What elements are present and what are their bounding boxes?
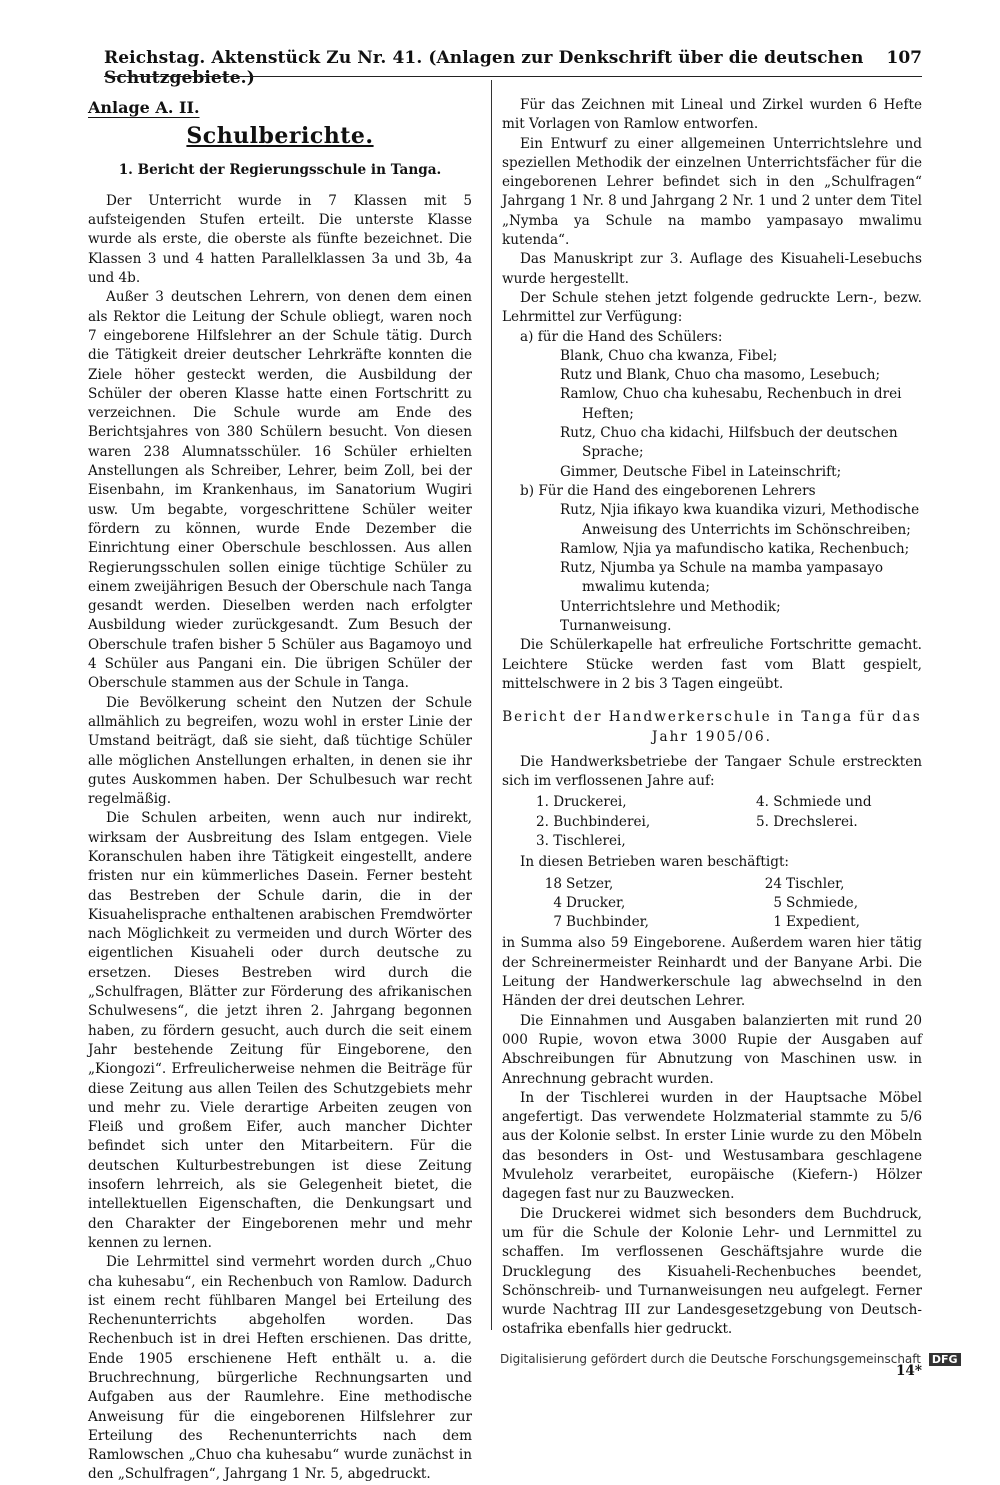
list-item: Unterrichtslehre und Methodik; bbox=[560, 598, 781, 615]
left-column bbox=[88, 96, 472, 1485]
count: 7 bbox=[553, 914, 562, 931]
role: Setzer, bbox=[566, 875, 614, 892]
list-item: 3. Tischlerei, bbox=[536, 832, 626, 849]
betriebe-list bbox=[502, 793, 922, 851]
section-title: Schulberichte. bbox=[186, 123, 374, 150]
footer-text: Digitalisierung gefördert durch die Deutsche Forschungsgemeinschaft bbox=[500, 1352, 922, 1366]
running-header bbox=[104, 44, 922, 88]
role: Tischler, bbox=[786, 875, 845, 892]
list-item: Ramlow, Chuo cha kuhesabu, Rechenbuch in drei Heften; bbox=[560, 386, 902, 422]
footer bbox=[500, 1352, 961, 1366]
list-item: 4. Schmiede und bbox=[756, 794, 872, 811]
list-item: Turnanweisung. bbox=[560, 618, 672, 635]
count: 4 bbox=[553, 894, 562, 911]
anlage-label: Anlage A. II. bbox=[88, 98, 200, 117]
paragraph: in Summa also 59 Eingeborene. Außerdem waren hier tätig der Schreinermeister Reinhardt und der Banyane Arbi. Die Leitung der Handwerkerschule lag abwechselnd in den Händen der drei deutschen Lehrer. bbox=[502, 935, 922, 1010]
count: 24 bbox=[764, 875, 782, 892]
paragraph: In der Tischlerei wurden in der Hauptsache Möbel angefertigt. Das verwendete Holzmaterial stammte zu 5/6 aus der Kolonie selbst. In erster Linie wurde zu den Möbeln das besonders in Ost- und Westusambara geschlagene Mvuleholz verarbeitet, europäische (Kiefern-) Hölzer dagegen fast nur zu Bauzwecken. bbox=[502, 1089, 922, 1203]
paragraph: Die Bevölkerung scheint den Nutzen der Schule allmählich zu begreifen, wozu wohl in erster Linie der Umstand beiträgt, daß sie sieht, daß tüchtige Schüler alle möglichen Anstellungen erhalten, in denen sie ihr gutes Auskommen haben. Der Schulbesuch war recht regelmäßig. bbox=[88, 694, 472, 808]
paragraph: Die Einnahmen und Ausgaben balanzierten mit rund 20 000 Rupie, wovon etwa 3000 Rupie der Ausgaben auf Abschreibungen für Abnutzung von Maschinen usw. in Anrechnung gebracht wurden. bbox=[502, 1012, 922, 1087]
role: Expedient, bbox=[786, 914, 860, 931]
paragraph: Für das Zeichnen mit Lineal und Zirkel wurden 6 Hefte mit Vorlagen von Ramlow entworfen. bbox=[502, 97, 922, 133]
beschaeftigt-table bbox=[502, 875, 922, 933]
list-b bbox=[502, 482, 922, 636]
paragraph: Die Schulen arbeiten, wenn auch nur indirekt, wirksam der Ausbreitung des Islam entgegen. Viele Koranschulen haben ihre Tätigkeit eingestellt, andere fristen nur ein kümmerliches Dasein. Ferner besteht das Bestreben der Schule darin, die in der Kisuahelisprache enthaltenen arabischen Fremdwörter nach Möglichkeit zu vermeiden und durch Wörter des eigentlichen Kisuaheli oder durch deutsche zu ersetzen. Dieses Bestreben wird durch die „Schulfragen, Blätter zur Förderung des afrikanischen Schulwesens“, die jetzt ihren 2. Jahrgang begonnen haben, zu fördern gesucht, auch durch die seit einem Jahr bestehende Zeitung für Eingeborene, den „Kiongozi“. Erfreulicherweise nehmen die Beiträge für diese Zeitung aus allen Teilen des Schutzgebiets mehr und mehr zu. Viele derartige Arbeiten zeugen von Fleiß und großem Eifer, auch mancher Dichter befindet sich unter den Mitarbeitern. Für die deutschen Kulturbestrebungen ist diese Zeitung insofern lehrreich, als sie Gelegenheit bietet, die intellektuellen Eigenschaften, die Denkungsart und den Charakter der Eingeborenen mehr und mehr kennen zu lernen. bbox=[88, 810, 472, 1251]
paragraph: Die Druckerei widmet sich besonders dem Buchdruck, um für die Schule der Kolonie Lehr- und Lernmittel zu schaffen. Im verflossenen Geschäftsjahre wurde die Drucklegung des Kisuaheli-Rechenbuches beendet, Schönschreib- und Turnanweisungen neu aufgelegt. Ferner wurde Nachtrag III zur Landesgesetzgebung von Deutsch-ostafrika ebenfalls hier gedruckt. bbox=[502, 1205, 922, 1338]
list-item: 2. Buchbinderei, bbox=[536, 813, 651, 830]
paragraph: Das Manuskript zur 3. Auflage des Kisuaheli-Lesebuchs wurde hergestellt. bbox=[502, 251, 922, 287]
role: Drucker, bbox=[566, 894, 626, 911]
right-column bbox=[502, 96, 922, 1381]
paragraph: Die Schülerkapelle hat erfreuliche Fortschritte gemacht. Leichtere Stücke werden fast vom Blatt gespielt, mittelschwere in 2 bis 3 Tagen eingeübt. bbox=[502, 637, 922, 692]
role: Schmiede, bbox=[786, 894, 859, 911]
list-heading: b) Für die Hand des eingeborenen Lehrers bbox=[520, 482, 816, 499]
list-item: Rutz und Blank, Chuo cha masomo, Lesebuch; bbox=[560, 367, 881, 384]
dfg-logo: DFG bbox=[929, 1353, 961, 1366]
page-number: 107 bbox=[886, 48, 922, 68]
paragraph: Ein Entwurf zu einer allgemeinen Unterrichtslehre und speziellen Methodik der einzelnen Unterrichtsfächer für die eingeborenen Lehrer befindet sich in den „Schulfragen“ Jahrgang 1 Nr. 8 und Jahrgang 2 Nr. 1 und 2 unter dem Titel „Nymba ya Schule na mambo yampasayo mwalimu kutenda“. bbox=[502, 135, 922, 249]
list-a bbox=[502, 328, 922, 482]
list-item: Gimmer, Deutsche Fibel in Lateinschrift; bbox=[560, 463, 842, 480]
report-subtitle-2: Bericht der Handwerkerschule in Tanga für das Jahr 1905/06. bbox=[502, 709, 922, 745]
paragraph: Der Unterricht wurde in 7 Klassen mit 5 aufsteigenden Stufen erteilt. Die unterste Klasse wurde als erste, die oberste als fünfte bezeichnet. Die Klassen 3 und 4 hatten Parallelklassen 3a und 3b, 4a und 4b. bbox=[88, 192, 472, 287]
report-subtitle: 1. Bericht der Regierungsschule in Tanga. bbox=[118, 161, 442, 178]
header-rule bbox=[104, 76, 922, 77]
signature-mark: 14* bbox=[895, 1362, 922, 1379]
paragraph: Die Lehrmittel sind vermehrt worden durch „Chuo cha kuhesabu“, ein Rechenbuch von Ramlow. Dadurch ist einem recht fühlbaren Mangel bei Erteilung des Rechenunterrichts abgeholfen worden. Das Rechenbuch ist in drei Heften erschienen. Das dritte, Ende 1905 erschienene Heft enthält u. a. die Bruchrechnung, bürgerliche Rechnungsarten und Aufgaben aus der Raumlehre. Eine methodische Anweisung für die eingeborenen Hilfslehrer zur Erteilung des Rechenunterrichts nach dem Ramlowschen „Chuo cha kuhesabu“ wurde zunächst in den „Schulfragen“, Jahrgang 1 Nr. 5, abgedruckt. bbox=[88, 1254, 472, 1483]
count: 1 bbox=[773, 914, 782, 931]
count: 18 bbox=[544, 875, 562, 892]
list-item: Rutz, Chuo cha kidachi, Hilfsbuch der deutschen Sprache; bbox=[560, 425, 898, 461]
list-item: Blank, Chuo cha kwanza, Fibel; bbox=[560, 347, 778, 364]
paragraph: Der Schule stehen jetzt folgende gedruckte Lern-, bezw. Lehrmittel zur Verfügung: bbox=[502, 289, 922, 326]
paragraph: Außer 3 deutschen Lehrern, von denen dem einen als Rektor die Leitung der Schule obliegt, waren noch 7 eingeborene Hilfslehrer an der Schule tätig. Durch die Tätigkeit dreier deutscher Lehrkräfte konnten die Ziele höher gesteckt werden, die Ausbildung der Schüler der oberen Klasse hatte einen Fortschritt zu verzeichnen. Die Schule wurde am Ende des Berichtsjahres von 380 Schülern besucht. Von diesen waren 238 Alumnatsschüler. 16 Schüler erhielten Anstellungen als Schreiber, Lehrer, beim Zoll, bei der Eisenbahn, im Krankenhaus, im Sanatorium Wugiri usw. Um begabte, vorgeschrittene Schüler weiter fördern zu können, wurde Ende Dezember die Einrichtung einer Oberschule beschlossen. Aus allen Regierungsschulen sollen einige tüchtige Schüler zu einem zweijährigen Besuch der Oberschule nach Tanga gesandt werden. Dieselben werden nach erfolgter Ausbildung wieder zurückgesandt. Zum Besuch der Oberschule trafen bisher 5 Schüler aus Bagamoyo und 4 Schüler aus Pangani ein. Die übrigen Schüler der Oberschule stammen aus der Schule in Tanga. bbox=[88, 289, 472, 692]
list-item bbox=[756, 832, 936, 851]
list-heading: a) für die Hand des Schülers: bbox=[520, 328, 723, 345]
count: 5 bbox=[773, 894, 782, 911]
column-divider bbox=[491, 80, 492, 1330]
list-item: 5. Drechslerei. bbox=[756, 813, 858, 830]
list-item: 1. Druckerei, bbox=[536, 794, 627, 811]
list-item: Ramlow, Njia ya mafundischo katika, Rechenbuch; bbox=[560, 540, 910, 557]
list-item: Rutz, Njia ifikayo kwa kuandika vizuri, Methodische Anweisung des Unterrichts im Schönschreiben; bbox=[560, 502, 920, 538]
role: Buchbinder, bbox=[566, 914, 649, 931]
list-item: Rutz, Njumba ya Schule na mamba yampasayo mwalimu kutenda; bbox=[560, 560, 884, 596]
paragraph: Die Handwerksbetriebe der Tangaer Schule erstreckten sich im verflossenen Jahre auf: bbox=[502, 753, 922, 790]
paragraph: In diesen Betrieben waren beschäftigt: bbox=[520, 854, 789, 871]
header-title: Reichstag. Aktenstück Zu Nr. 41. (Anlagen zur Denkschrift über die deutschen Schutzgebiete.) bbox=[104, 48, 864, 88]
